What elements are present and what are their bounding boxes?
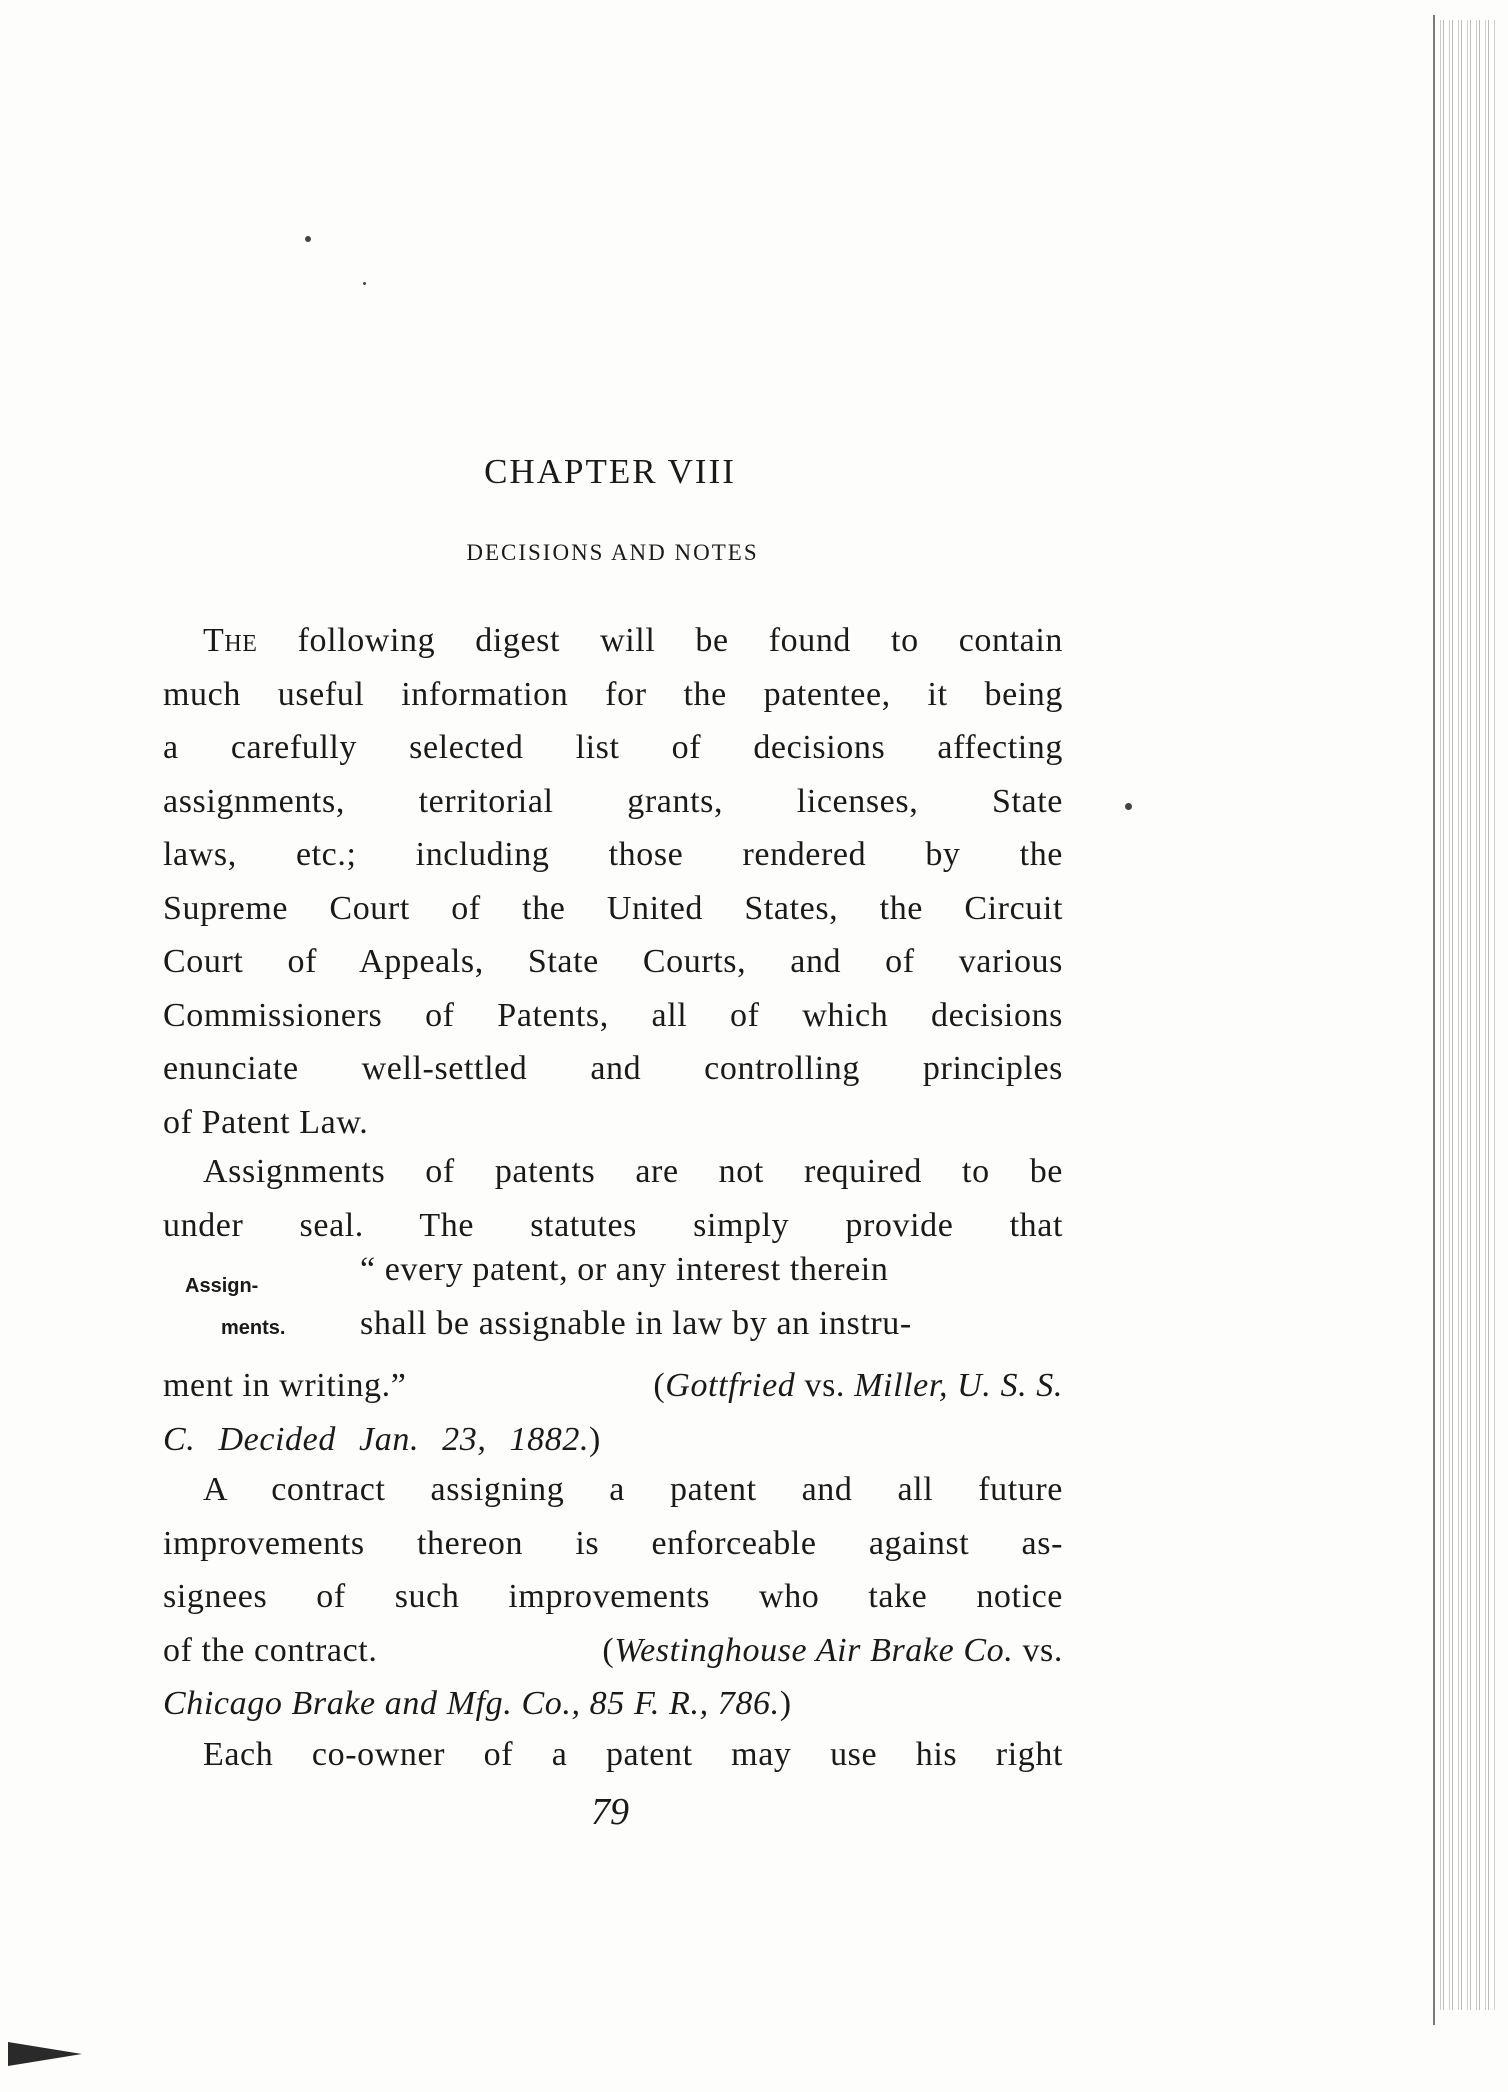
margin-note-line2: ments.: [221, 1317, 286, 1339]
paragraph-intro: [163, 614, 1063, 1149]
text-line: enunciate well-settled and controlling principles: [163, 1050, 1063, 1087]
paragraph-assignments-cont: [163, 1359, 1063, 1466]
text-line: under seal. The statutes simply provide that: [163, 1206, 1063, 1244]
text-line: much useful information for the patentee, it being: [163, 675, 1063, 713]
citation-line: Chicago Brake and Mfg. Co., 85 F. R., 786.): [163, 1685, 792, 1722]
text-line: improvements thereon is enforceable against as-: [163, 1524, 1063, 1562]
page-number: 79: [591, 1791, 629, 1833]
citation-line: C. Decided Jan. 23, 1882.): [163, 1420, 601, 1458]
text-line: laws, etc.; including those rendered by the: [163, 836, 1063, 873]
text-line: signees of such improvements who take notice: [163, 1578, 1063, 1615]
citation-line: ment in writing.” (Gottfried vs. Miller, U. S. S.: [163, 1367, 1063, 1404]
text-line: Supreme Court of the United States, the Circuit: [163, 889, 1063, 927]
text-line: Assignments of patents are not required to be: [203, 1153, 1063, 1190]
text-line: The following digest will be found to contain: [203, 622, 1063, 659]
text-line: “ every patent, or any interest therein: [360, 1251, 889, 1288]
speck: [1125, 803, 1132, 810]
paragraph-contract: [163, 1463, 1063, 1731]
paragraph-co-owner: [163, 1728, 1063, 1782]
binding-line: [1433, 15, 1435, 2025]
speck: [305, 236, 311, 242]
text-line: shall be assignable in law by an instru-: [360, 1305, 912, 1342]
drop-word: The: [203, 622, 258, 659]
corner-mark: [8, 2042, 82, 2066]
page-edge-stack: [1438, 20, 1496, 2010]
text-line: Commissioners of Patents, all of which decisions: [163, 996, 1063, 1034]
paragraph-assignments: [163, 1145, 1063, 1252]
speck: [363, 282, 366, 285]
text-line: Court of Appeals, State Courts, and of various: [163, 943, 1063, 980]
citation-line: of the contract. (Westinghouse Air Brake Co. vs.: [163, 1631, 1063, 1669]
text-line: a carefully selected list of decisions affecting: [163, 729, 1063, 766]
text-line: A contract assigning a patent and all future: [203, 1471, 1063, 1508]
text-line: Each co-owner of a patent may use his right: [203, 1736, 1063, 1773]
text-line: of Patent Law.: [163, 1103, 369, 1141]
chapter-subtitle: DECISIONS AND NOTES: [466, 540, 759, 565]
chapter-title: CHAPTER VIII: [484, 452, 736, 491]
text-line: assignments, territorial grants, licenses, State: [163, 782, 1063, 820]
margin-note-line1: Assign-: [185, 1275, 259, 1297]
